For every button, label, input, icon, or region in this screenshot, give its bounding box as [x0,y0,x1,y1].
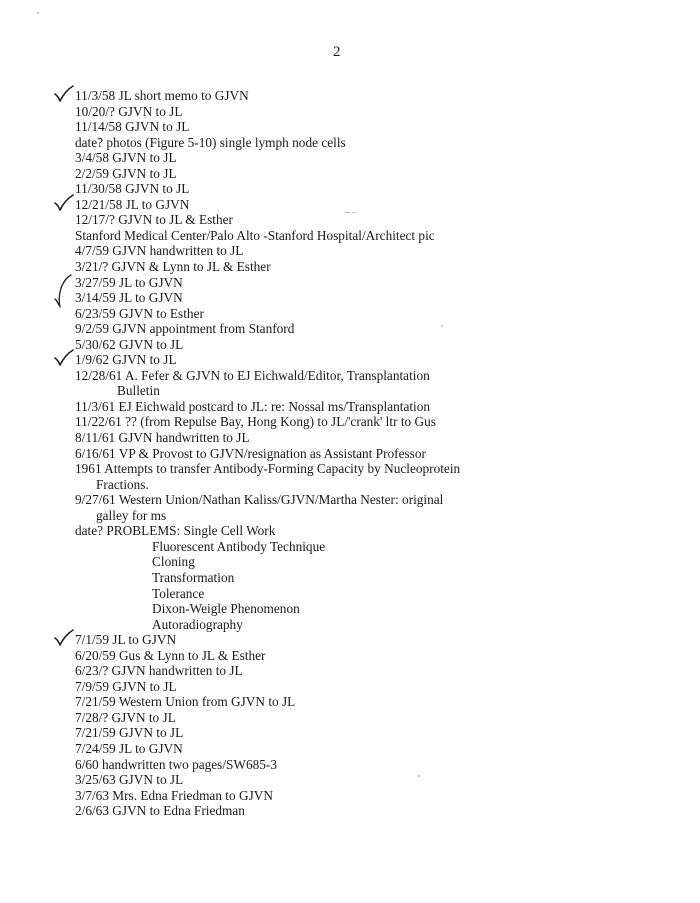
entry-continuation: Fractions. [96,476,149,492]
entry-text: 11/14/58 GJVN to JL [75,119,190,135]
correspondence-entry [75,259,675,275]
entry-text: date? photos (Figure 5-10) single lymph node cells [75,134,346,150]
entry-text: 1961 Attempts to transfer Antibody-Forming Capacity by Nucleoprotein [75,461,461,477]
checkmark-icon [51,274,73,292]
problem-item: Cloning [152,554,195,570]
correspondence-entry [75,150,675,166]
entry-text: 7/24/59 JL to GJVN [75,740,183,756]
entry-text: 9/2/59 GJVN appointment from Stanford [75,321,295,337]
correspondence-entry [75,710,675,726]
entry-text: 6/60 handwritten two pages/SW685-3 [75,756,278,772]
entry-text: 7/21/59 Western Union from GJVN to JL [75,694,296,710]
correspondence-entry [75,803,675,819]
entry-text: 5/30/62 GJVN to JL [75,336,184,352]
correspondence-entry [75,772,675,788]
entry-text: 4/7/59 GJVN handwritten to JL [75,243,244,259]
correspondence-entry [75,679,675,695]
correspondence-entry [75,741,675,757]
correspondence-entry [75,290,675,306]
entry-text: 12/21/58 JL to GJVN [75,196,190,212]
correspondence-entry [75,166,675,182]
entry-text: 11/3/58 JL short memo to GJVN [75,88,249,103]
entry-text: 12/28/61 A. Fefer & GJVN to EJ Eichwald/Editor, Transplantation [75,367,430,383]
correspondence-entry [75,757,675,773]
scan-speck [37,12,39,14]
entry-text: 10/20/? GJVN to JL [75,103,183,119]
correspondence-entry [75,119,675,135]
correspondence-entry [75,104,675,120]
correspondence-entry [75,492,675,508]
entry-text: 3/21/? GJVN & Lynn to JL & Esther [75,259,271,275]
checkmark-icon [53,85,75,103]
correspondence-entry [75,321,675,337]
correspondence-entry [75,181,675,197]
correspondence-entry [75,212,675,228]
entry-text: 1/9/62 GJVN to JL [75,352,177,368]
entry-text: 11/3/61 EJ Eichwald postcard to JL: re: Nossal ms/Transplantation [75,398,431,414]
entry-text: 11/22/61 ?? (from Repulse Bay, Hong Kong) to JL/'crank' ltr to Gus [75,414,436,430]
entry-text: date? PROBLEMS: Single Cell Work [75,523,276,539]
correspondence-entry [75,399,675,415]
entry-text: 3/27/59 JL to GJVN [75,274,183,290]
entry-text: 2/6/63 GJVN to Edna Friedman [75,803,245,819]
scan-speck [345,212,350,213]
correspondence-entry [75,228,675,244]
entry-text: 8/11/61 GJVN handwritten to JL [75,430,250,446]
correspondence-entry [75,368,675,384]
correspondence-entry [75,414,675,430]
entry-text: Stanford Medical Center/Palo Alto -Stanford Hospital/Architect pic [75,227,435,243]
scan-speck [352,212,356,213]
entry-text: 3/25/63 GJVN to JL [75,772,184,788]
correspondence-entry [75,135,675,151]
problem-item: Transformation [152,569,235,585]
correspondence-entry [75,88,675,104]
correspondence-entry [75,243,675,259]
entry-text: 7/9/59 GJVN to JL [75,678,177,694]
entry-text: 2/2/59 GJVN to JL [75,165,177,181]
correspondence-entry [75,694,675,710]
checkmark-icon [53,349,75,367]
entry-text: 7/21/59 GJVN to JL [75,725,184,741]
scan-speck [418,775,420,777]
entry-text: 12/17/? GJVN to JL & Esther [75,212,233,228]
entry-text: 6/20/59 Gus & Lynn to JL & Esther [75,647,266,663]
entry-text: 11/30/58 GJVN to JL [75,181,190,197]
correspondence-entry [75,306,675,322]
correspondence-entry [75,197,675,213]
entry-text: 3/4/58 GJVN to JL [75,150,177,166]
correspondence-entry [75,648,675,664]
correspondence-entry [75,788,675,804]
entry-text: 6/16/61 VP & Provost to GJVN/resignation as Assistant Professor [75,445,426,461]
entry-list [75,88,675,819]
correspondence-entry [75,663,675,679]
problem-item: Dixon-Weigle Phenomenon [152,601,300,617]
entry-continuation: galley for ms [96,507,167,523]
scan-speck [441,325,443,327]
entry-text: 7/1/59 JL to GJVN [75,632,177,648]
entry-text: 6/23/? GJVN handwritten to JL [75,663,243,679]
entry-text: 6/23/59 GJVN to Esther [75,305,204,321]
correspondence-entry [75,523,675,539]
correspondence-entry [75,430,675,446]
checkmark-icon [53,194,75,212]
correspondence-entry [75,446,675,462]
problem-item: Tolerance [152,585,205,601]
correspondence-entry [75,352,675,368]
entry-text: 7/28/? GJVN to JL [75,709,176,725]
problem-item: Fluorescent Antibody Technique [152,538,326,554]
entry-text: 3/14/59 JL to GJVN [75,290,183,306]
correspondence-entry [75,337,675,353]
correspondence-entry [75,461,675,477]
page-number: 2 [333,44,341,60]
correspondence-entry [75,632,675,648]
entry-text: 3/7/63 Mrs. Edna Friedman to GJVN [75,787,273,803]
correspondence-entry [75,275,675,291]
checkmark-icon [53,629,75,647]
entry-continuation: Bulletin [117,383,160,399]
correspondence-entry [75,725,675,741]
entry-text: 9/27/61 Western Union/Nathan Kaliss/GJVN/Martha Nester: original [75,492,444,508]
problem-item: Autoradiography [152,616,243,632]
